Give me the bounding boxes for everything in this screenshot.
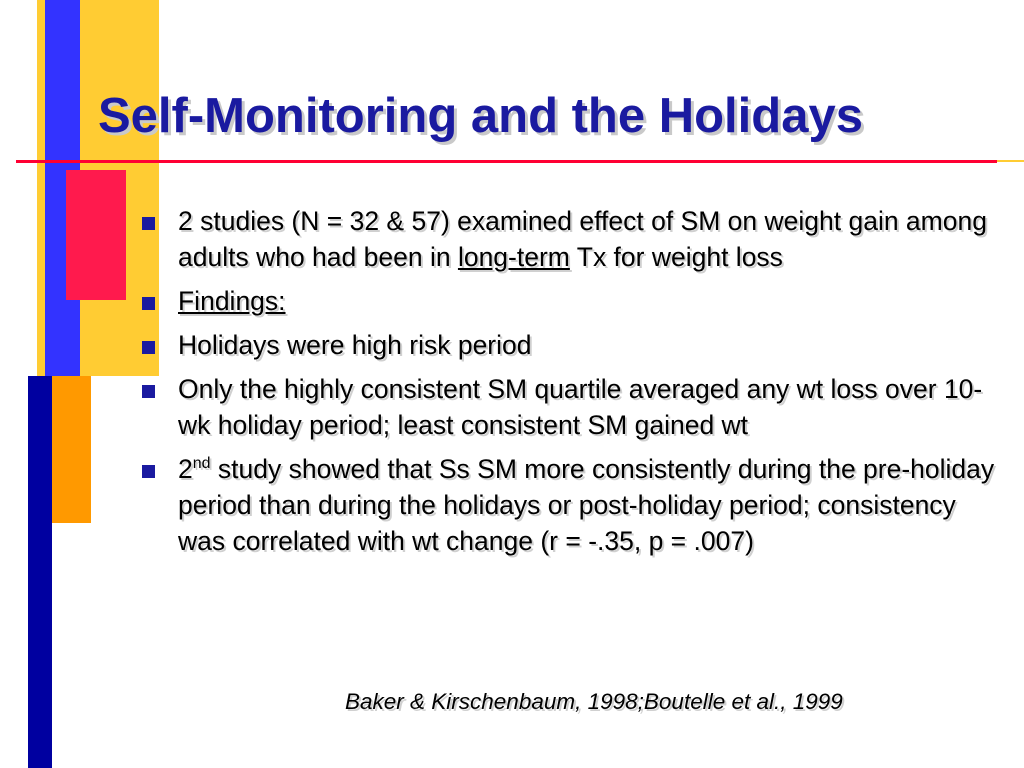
bullet-superscript: nd bbox=[192, 455, 211, 473]
bullet-underlined-text: long-term bbox=[457, 242, 570, 272]
slide-title: Self-Monitoring and the Holidays bbox=[98, 89, 863, 143]
citation: Baker & Kirschenbaum, 1998;Boutelle et al., 1999 bbox=[345, 689, 843, 714]
bullet-list bbox=[140, 203, 1000, 567]
square-bullet-icon bbox=[142, 341, 155, 354]
bullet-text: Only the highly consistent SM quartile averaged any wt loss over 10-wk holiday period; least consistent SM gained wt bbox=[178, 374, 983, 440]
bullet-underlined-text: Findings: bbox=[178, 286, 286, 316]
bullet-text: study showed that Ss SM more consistently during the pre-holiday period than during the holidays or post-holiday period; consistency was correlated with wt change (r = -.35, p = .007) bbox=[178, 454, 995, 556]
bullet-item-second-study bbox=[140, 451, 1000, 559]
square-bullet-icon bbox=[142, 297, 155, 310]
bullet-text: Holidays were high risk period bbox=[178, 330, 532, 360]
square-bullet-icon bbox=[142, 465, 155, 478]
deco-orange-block bbox=[49, 376, 91, 523]
deco-navy-strip bbox=[28, 376, 52, 768]
bullet-text: 2 bbox=[178, 454, 193, 484]
deco-red-block bbox=[66, 170, 126, 300]
bullet-text: Tx for weight loss bbox=[569, 242, 783, 272]
square-bullet-icon bbox=[142, 217, 155, 230]
bullet-item-studies bbox=[140, 203, 1000, 275]
bullet-text: 2 studies (N = 32 & 57) examined effect of SM on weight gain among adults who had been in bbox=[178, 206, 987, 272]
bullet-item-quartile bbox=[140, 371, 1000, 443]
square-bullet-icon bbox=[142, 385, 155, 398]
bullet-item-findings bbox=[140, 283, 1000, 319]
title-rule-extension bbox=[997, 160, 1024, 162]
bullet-item-holidays bbox=[140, 327, 1000, 363]
title-underline-rule bbox=[16, 160, 997, 163]
